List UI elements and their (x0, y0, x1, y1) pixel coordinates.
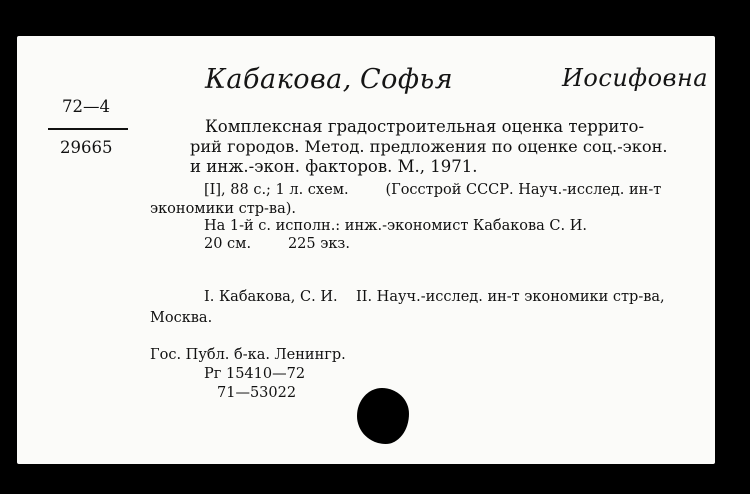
tracing-line: I. Кабакова, С. И. II. Науч.-исслед. ин-т экономики стр-ва, (204, 289, 665, 305)
author-patronymic-handwritten: Иосифовна (562, 64, 709, 92)
title-line: рий городов. Метод. предложения по оценке соц.-экон. (190, 137, 668, 156)
title-line: и инж.-экон. факторов. М., 1971. (190, 157, 478, 176)
library-line: 71—53022 (217, 385, 297, 401)
punch-hole (357, 388, 409, 444)
title-line: Комплексная градостроительная оценка террито- (205, 117, 645, 136)
author-surname-handwritten: Кабакова, (205, 64, 352, 95)
description-line: На 1-й с. исполн.: инж.-экономист Кабакова С. И. (204, 218, 587, 234)
call-number-divider (48, 128, 128, 130)
call-number-bottom: 29665 (60, 138, 113, 157)
description-line: экономики стр-ва). (150, 201, 296, 217)
tracing-line: Москва. (150, 310, 213, 326)
description-line: 20 см. 225 экз. (204, 236, 350, 252)
call-number-top: 72—4 (62, 97, 110, 116)
description-line: [I], 88 с.; 1 л. схем. (Госстрой СССР. Науч.-исслед. ин-т (204, 182, 662, 198)
library-line: Гос. Публ. б-ка. Ленингр. (150, 347, 346, 363)
library-line: Рг 15410—72 (204, 366, 306, 382)
author-first-name-handwritten: Софья (360, 64, 454, 95)
